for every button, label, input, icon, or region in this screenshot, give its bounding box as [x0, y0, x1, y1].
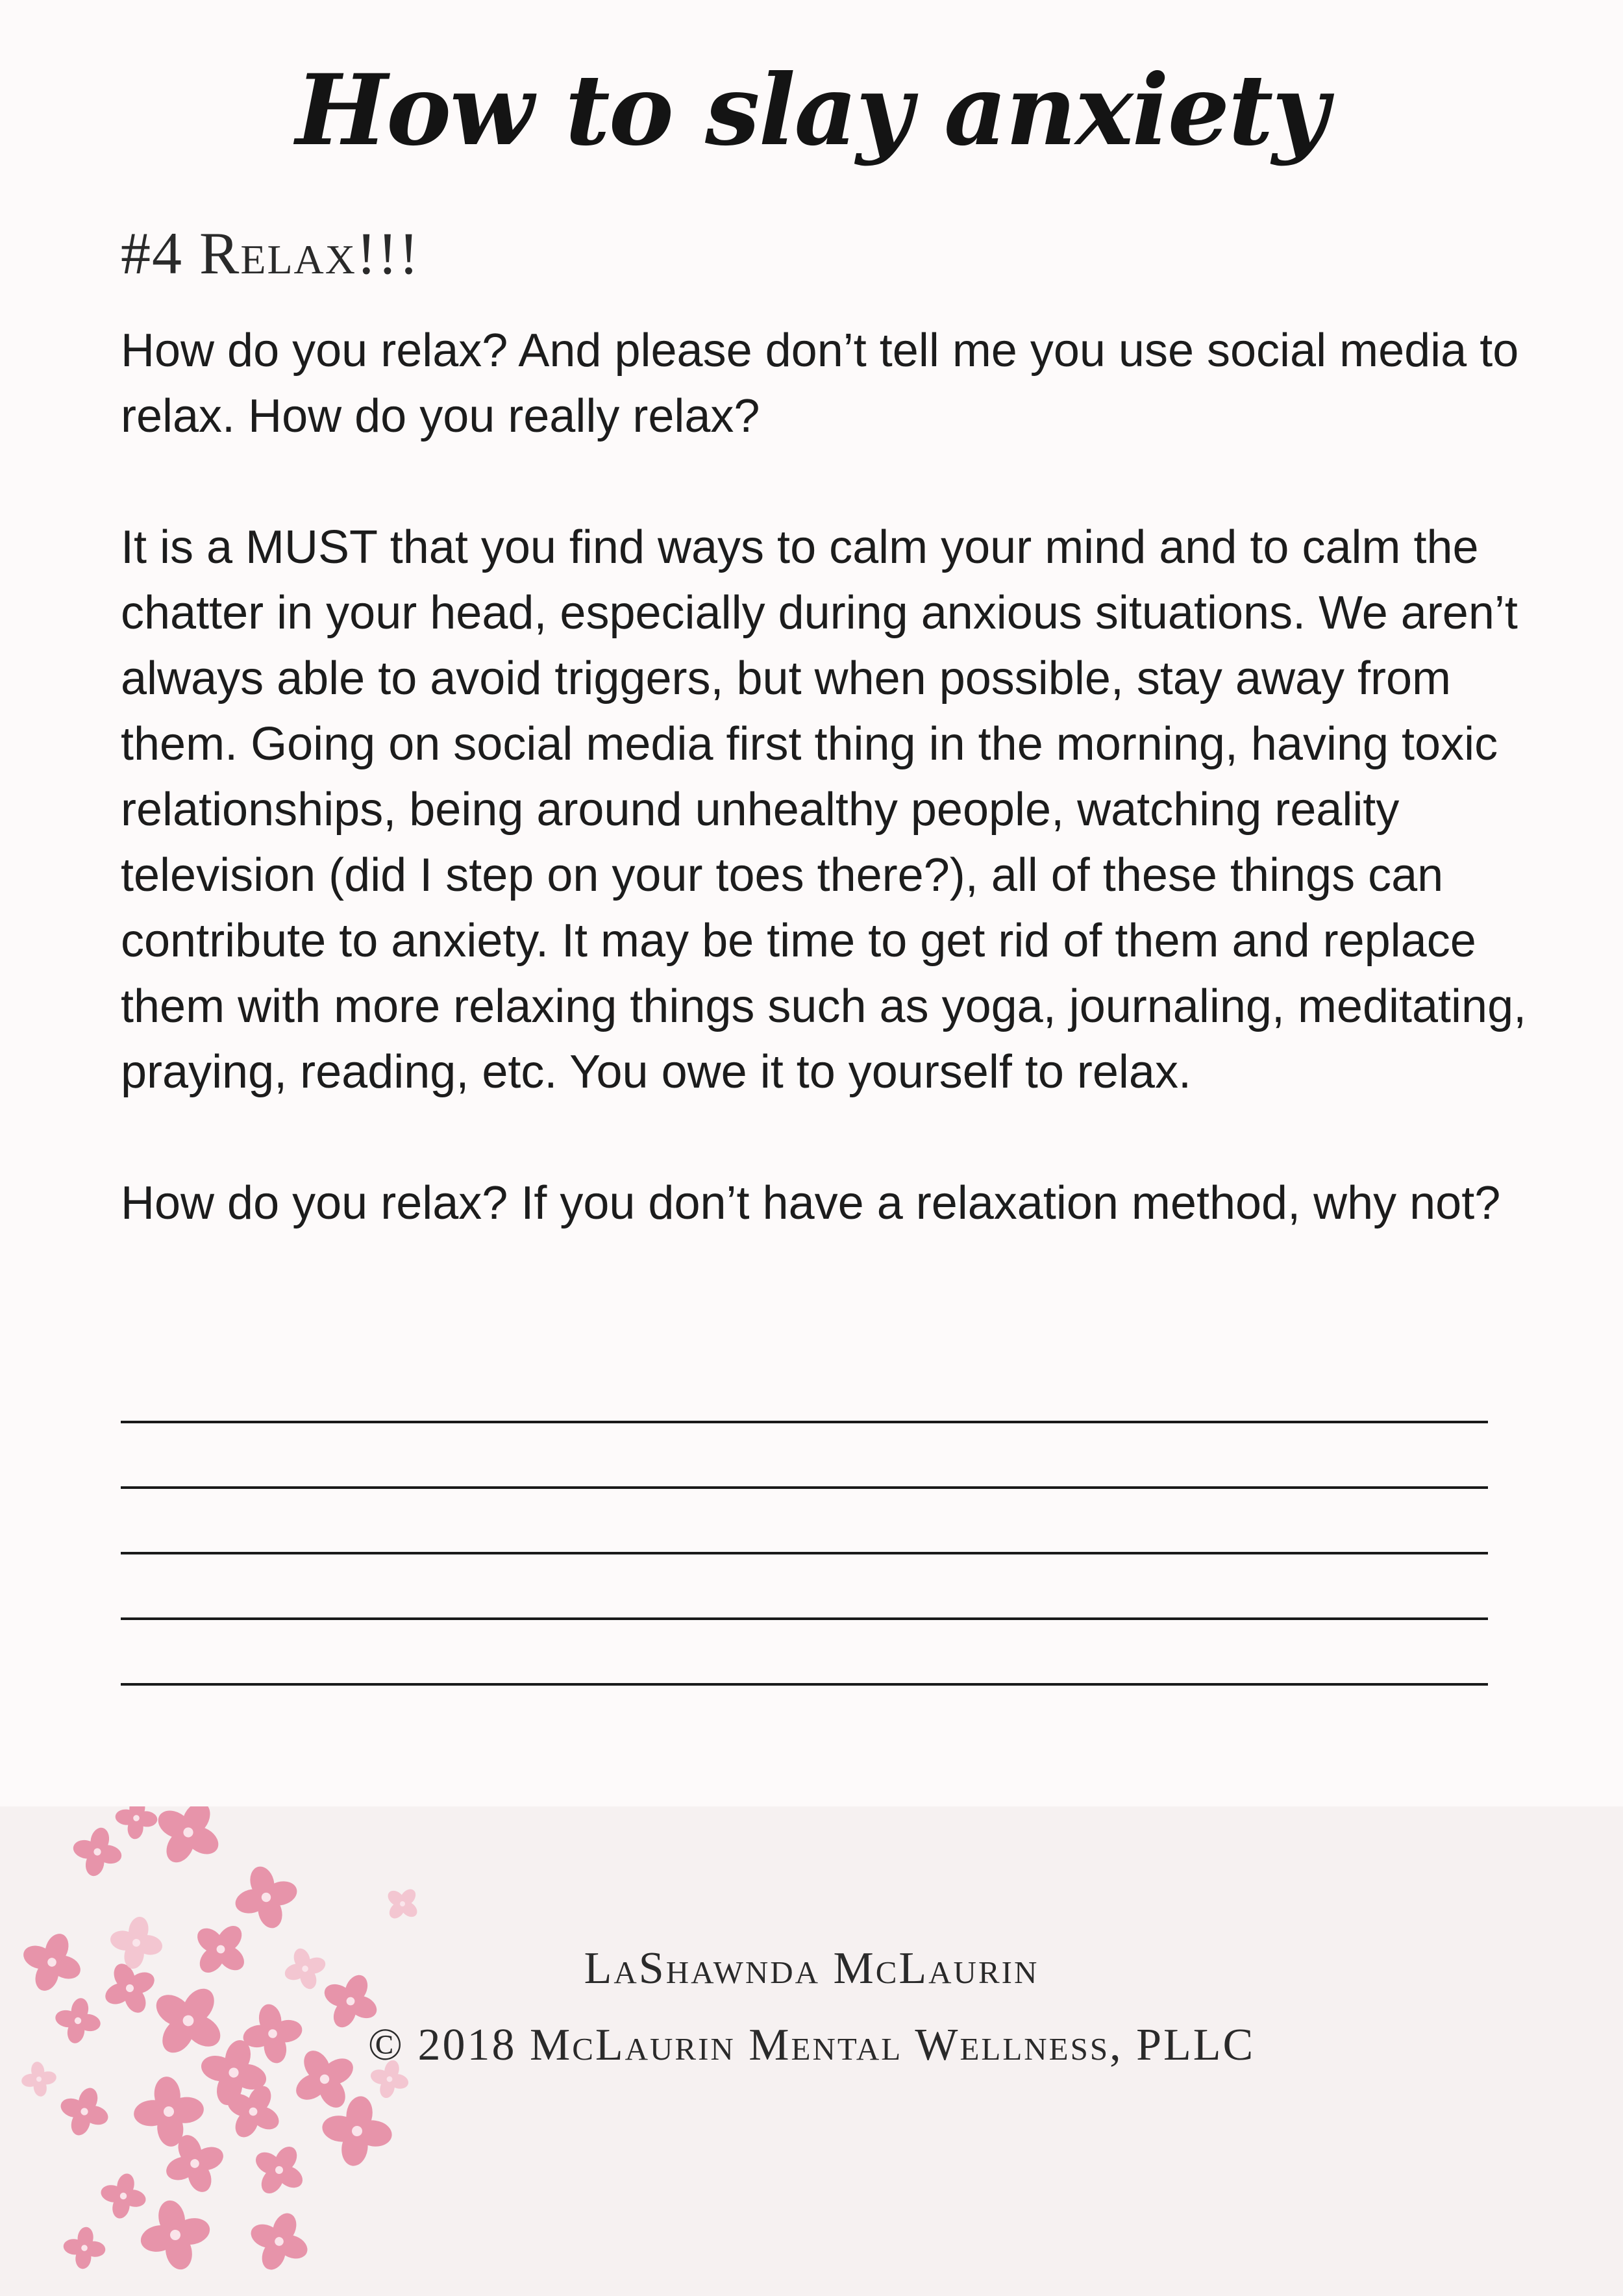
answer-line[interactable] [121, 1617, 1488, 1620]
question-paragraph: How do you relax? If you don’t have a relaxation method, why not? [121, 1177, 1501, 1229]
answer-line[interactable] [121, 1421, 1488, 1423]
footer-copyright: © 2018 McLaurin Mental Wellness, PLLC [367, 2020, 1256, 2070]
section-heading: #4 Relax!!! [121, 220, 420, 286]
answer-line[interactable] [121, 1552, 1488, 1554]
answer-line[interactable] [121, 1486, 1488, 1489]
body-text [121, 318, 1530, 1236]
footer-author: LaShawnda McLaurin [584, 1943, 1039, 1993]
answer-lines[interactable] [121, 1421, 1488, 1749]
answer-line[interactable] [121, 1683, 1488, 1686]
footer [0, 1806, 1623, 2296]
main-paragraph: It is a MUST that you find ways to calm your mind and to calm the chatter in your head, especially during anxious situations. We aren’t always able to avoid triggers, but when possible, stay away from them. Going on social media first thing in the morning, having toxic relationships, being around unhealthy people, watching reality television (did I step on your toes there?), all of these things can contribute to anxiety. It may be time to get rid of them and replace them with more relaxing things such as yoga, journaling, meditating, praying, reading, etc. You owe it to yourself to relax. [121, 521, 1527, 1098]
intro-paragraph: How do you relax? And please don’t tell me you use social media to relax. How do you really relax? [121, 325, 1519, 442]
page-title: How to slay anxiety [295, 53, 1328, 168]
